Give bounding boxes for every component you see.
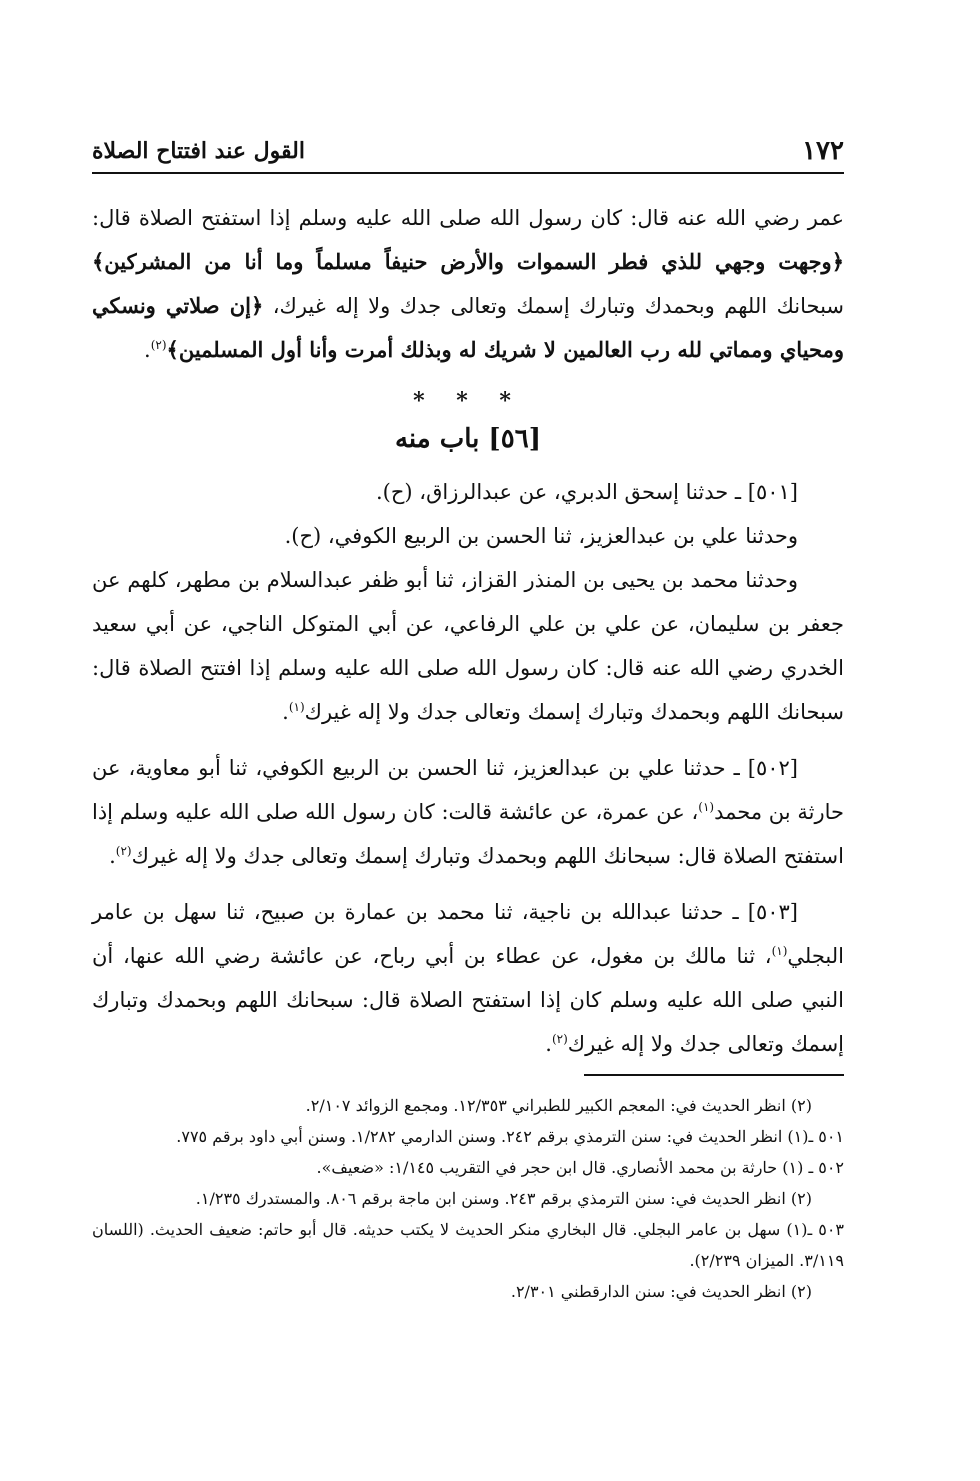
footnote-ref: (١) xyxy=(771,944,788,958)
hadith-502-text-a: [٥٠٢] ـ حدثنا علي بن عبدالعزيز، ثنا الحسن بن الربيع الكوفي، ثنا أبو معاوية، عن حارثة بن محمد xyxy=(92,756,844,824)
hadith-501-line-2: وحدثنا علي بن عبدالعزيز، ثنا الحسن بن الربيع الكوفي، (ح). xyxy=(284,524,798,548)
hadith-501-text: وحدثنا محمد بن يحيى بن المنذر القزاز، ثنا أبو ظفر عبدالسلام بن مطهر، كلهم عن جعفر بن سليمان، عن علي بن علي الرفاعي، عن أبي المتوكل الناجي، عن أبي سعيد الخدري رضي الله عنه قال: كان رسول الله صلى الله عليه وسلم إذا افتتح الصلاة قال: سبحانك اللهم وبحمدك وتبارك إسمك وتعالى جدك ولا إله غيرك xyxy=(92,568,844,724)
footnote-4: (٢) انظر الحديث في: سنن الترمذي برقم ٢٤٣. وسنن ابن ماجة برقم ٨٠٦. والمستدرك ١/٢٣٥. xyxy=(195,1189,812,1208)
footnote-3: ٥٠٢ ـ (١) حارثة بن محمد الأنصاري. قال ابن حجر في التقريب ١/١٤٥: «ضعيف». xyxy=(316,1158,844,1177)
page-header xyxy=(92,128,844,174)
chapter-title: [٥٦] باب منه xyxy=(394,424,541,454)
page-number: ١٧٢ xyxy=(802,136,844,166)
hadith-503-end: . xyxy=(545,1032,552,1056)
hadith-503-text-a: [٥٠٣] ـ حدثنا عبدالله بن ناجية، ثنا محمد بن عمارة بن صبيح، ثنا سهل بن عامر البجلي xyxy=(92,900,844,968)
hadith-502-text-b: ، عن عمرة، عن عائشة قالت: كان رسول الله صلى الله عليه وسلم إذا استفتح الصلاة قال: سبحانك اللهم وبحمدك وتبارك إسمك وتعالى جدك ولا إله غيرك xyxy=(92,800,844,868)
intro-mid-text: سبحانك اللهم وبحمدك وتبارك إسمك وتعالى جدك ولا إله غيرك، xyxy=(263,294,844,318)
hadith-502-paragraph xyxy=(92,746,844,878)
main-text xyxy=(92,196,844,1066)
footnote-2: ٥٠١ ـ(١) انظر الحديث في: سنن الترمذي برقم ٢٤٢. وسنن الدارمي ١/٢٨٢. وسنن أبي داود برقم ٧٧٥. xyxy=(176,1127,844,1146)
hadith-501-end: . xyxy=(282,700,289,724)
hadith-503-text-b: ، ثنا مالك بن مغول، عن عطاء بن أبي رباح، عن عائشة رضي الله عنها، أن النبي صلى الله عليه وسلم كان إذا استفتح الصلاة قال: سبحانك اللهم وبحمدك وتبارك إسمك وتعالى جدك ولا إله غيرك xyxy=(92,944,844,1056)
footnote-ref: (٢) xyxy=(115,844,132,858)
hadith-501-paragraph xyxy=(92,558,844,734)
footnote-divider xyxy=(584,1074,844,1076)
quran-verse-1: ﴿وجهت وجهي للذي فطر السموات والأرض حنيفاً مسلماً وما أنا من المشركين﴾ xyxy=(92,249,844,274)
footnote-6: (٢) انظر الحديث في: سنن الدارقطني ٢/٣٠١. xyxy=(510,1282,812,1301)
intro-text: عمر رضي الله عنه قال: كان رسول الله صلى الله عليه وسلم إذا استفتح الصلاة قال: xyxy=(92,206,844,230)
quran-verse-2: ﴿إن صلاتي ونسكي ومحياي ومماتي لله رب العالمين لا شريك له وبذلك أمرت وأنا أول المسلمين﴾ xyxy=(92,293,844,362)
footnote-ref: (٢) xyxy=(150,338,167,352)
footnote-ref: (٢) xyxy=(551,1032,568,1046)
intro-paragraph xyxy=(92,196,844,372)
hadith-502-end: . xyxy=(109,844,116,868)
footnote-5: ٥٠٣ ـ(١) سهل بن عامر البجلي. قال البخاري منكر الحديث لا يكتب حديثه. قال أبو حاتم: ضعيف الحديث. (اللسان ٣/١١٩. الميزان ٢/٢٣٩). xyxy=(92,1220,845,1270)
hadith-501-line-1: [٥٠١] ـ حدثنا إسحق الدبري، عن عبدالرزاق، (ح). xyxy=(376,480,798,504)
running-title: القول عند افتتاح الصلاة xyxy=(92,138,305,164)
footnote-ref: (١) xyxy=(698,800,715,814)
footnotes xyxy=(92,1090,844,1307)
footnote-1: (٢) انظر الحديث في: المعجم الكبير للطبراني ١٢/٣٥٣. ومجمع الزوائد ٢/١٠٧. xyxy=(305,1096,812,1115)
intro-end: . xyxy=(144,338,151,362)
section-separator: * * * xyxy=(413,388,523,414)
hadith-503-paragraph xyxy=(92,890,844,1066)
footnote-ref: (١) xyxy=(288,700,305,714)
